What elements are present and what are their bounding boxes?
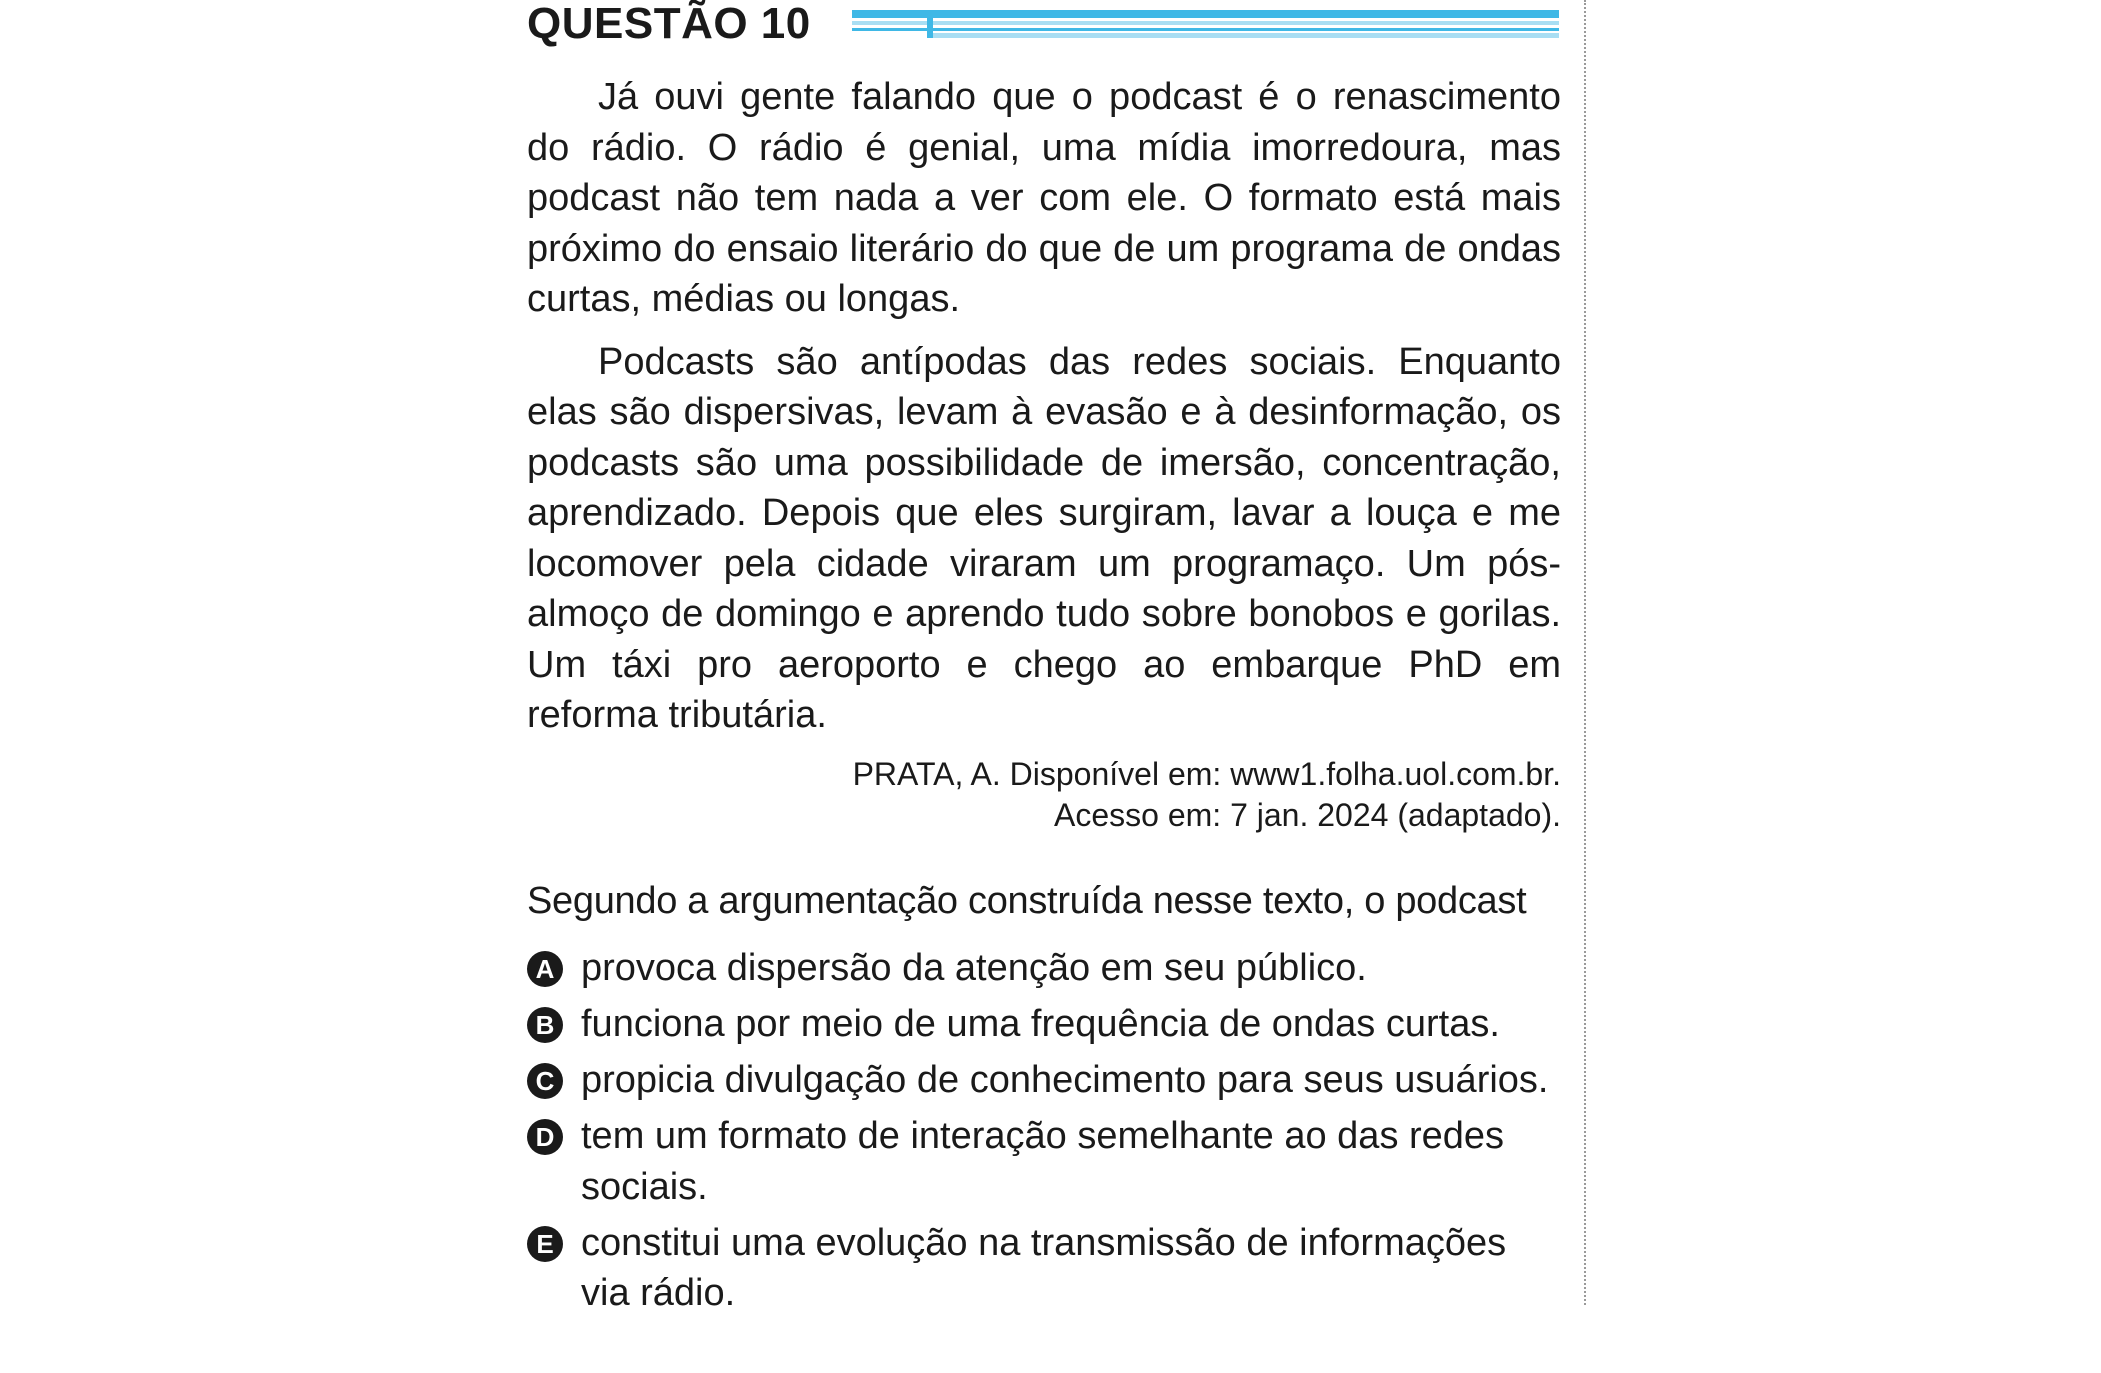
option-a-badge-icon: A [527,951,563,987]
option-c-badge-icon: C [527,1063,563,1099]
option-b-badge-icon: B [527,1007,563,1043]
rule-bar-top [852,10,1559,18]
option-d-text: tem um formato de interação semelhante ao das redes sociais. [581,1115,1505,1208]
option-a[interactable] [527,943,1561,994]
rule-tick [927,18,933,38]
option-c-text: propicia divulgação de conhecimento para seus usuários. [581,1059,1549,1101]
option-e-badge-icon: E [527,1226,563,1262]
answer-options [527,943,1561,1324]
source-citation [527,754,1561,836]
option-d[interactable] [527,1111,1561,1212]
rule-bar-light-2 [852,28,1559,31]
source-line-1: PRATA, A. Disponível em: www1.folha.uol.com.br. [852,755,1561,792]
question-prompt: Segundo a argumentação construída nesse texto, o podcast [527,880,1527,922]
column-divider [1584,0,1586,1305]
text-passage [527,72,1561,836]
paragraph-2: Podcasts são antípodas das redes sociais. Enquanto elas são dispersivas, levam à evasão e à desinformação, os podcasts são uma possibilidade de imersão, concentração, aprendizado. Depois que eles surgiram, lavar a louça e me locomover pela cidade viraram um programaço. Um pós-almoço de domingo e aprendo tudo sobre bonobos e gorilas. Um táxi pro aeroporto e chego ao embarque PhD em reforma tributária. [527,340,1561,736]
option-c[interactable] [527,1055,1561,1106]
rule-bar-light-1 [852,21,1559,25]
question-header [527,0,1561,48]
source-line-2: Acesso em: 7 jan. 2024 (adaptado). [1054,796,1561,833]
option-e[interactable] [527,1218,1561,1319]
header-decorative-rule [852,10,1559,40]
option-b-text: funciona por meio de uma frequência de ondas curtas. [581,1003,1500,1045]
option-b[interactable] [527,999,1561,1050]
question-title: QUESTÃO 10 [527,0,811,48]
option-e-text: constitui uma evolução na transmissão de informações via rádio. [581,1221,1507,1314]
rule-bar-light-3 [927,33,1559,38]
option-a-text: provoca dispersão da atenção em seu público. [581,947,1367,989]
option-d-badge-icon: D [527,1119,563,1155]
paragraph-1: Já ouvi gente falando que o podcast é o renascimento do rádio. O rádio é genial, uma mídia imorredoura, mas podcast não tem nada a ver com ele. O formato está mais próximo do ensaio literário do que de um programa de ondas curtas, médias ou longas. [527,76,1561,320]
